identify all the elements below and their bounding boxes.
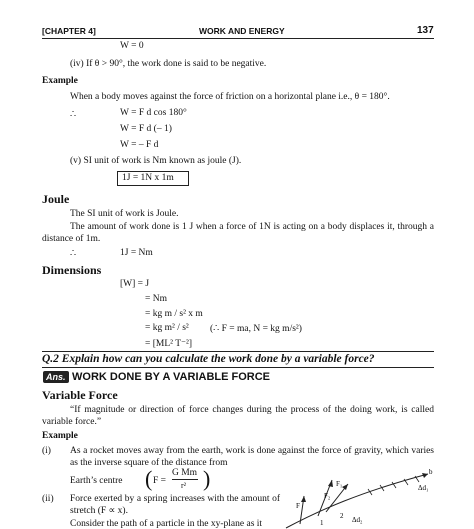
segment-2-label: 2 bbox=[340, 512, 344, 520]
point-iv: (iv) If θ > 90°, the work done is said to be negative. bbox=[70, 59, 267, 69]
dim-note: (∴ F = ma, N = kg m/s²) bbox=[210, 324, 302, 334]
force-f1-label: F₁ bbox=[336, 480, 343, 488]
force-vector-2-head bbox=[342, 484, 348, 490]
joule-description: The amount of work done is 1 J when a force of 1N is acting on a body displaces it, through a distance of 1m. bbox=[42, 222, 434, 244]
force-f2-label: F₂ bbox=[324, 492, 331, 500]
variable-force-definition: “If magnitude or direction of force changes during the process of the doing work, is called variable force.” bbox=[42, 405, 434, 427]
joule-equation: 1J = Nm bbox=[120, 248, 153, 258]
formula-numerator: G Mm bbox=[172, 468, 198, 478]
answer-badge: Ans. bbox=[43, 371, 69, 383]
question-rule-bottom bbox=[42, 367, 434, 368]
header-rule bbox=[42, 38, 434, 39]
dim-line-4: = kg m² / s² bbox=[145, 323, 189, 333]
consider-text: Consider the path of a particle in the xy-plane as it bbox=[70, 519, 263, 529]
dim-line-1: [W] = J bbox=[120, 279, 150, 289]
variable-force-heading: Variable Force bbox=[42, 388, 118, 402]
joule-definition: The SI unit of work is Joule. bbox=[70, 209, 179, 219]
dim-line-3: = kg m / s² x m bbox=[145, 309, 203, 319]
w-zero-line: W = 0 bbox=[120, 41, 144, 51]
example-heading-1: Example bbox=[42, 76, 78, 86]
joule-heading: Joule bbox=[42, 192, 70, 206]
formula-close-paren: ) bbox=[203, 466, 211, 491]
point-v: (v) SI unit of work is Nm known as joule (J). bbox=[70, 156, 242, 166]
force-f3-label: F bbox=[296, 502, 300, 510]
chapter-label: [CHAPTER 4] bbox=[42, 26, 96, 36]
earth-centre-label: Earth’s centre bbox=[70, 476, 123, 486]
delta-d2-label: Δd₂ bbox=[352, 516, 363, 524]
equation-1: W = F d cos 180° bbox=[120, 108, 187, 118]
item-i-number: (i) bbox=[42, 446, 51, 456]
item-ii-number: (ii) bbox=[42, 494, 54, 504]
dimensions-heading: Dimensions bbox=[42, 263, 102, 277]
segment-1-label: 1 bbox=[320, 519, 324, 527]
force-vector-1-head bbox=[328, 480, 333, 487]
dim-line-2: = Nm bbox=[145, 294, 167, 304]
formula-lhs: F = bbox=[153, 476, 167, 486]
equation-3: W = – F d bbox=[120, 140, 159, 150]
boxed-equation-text: 1J = 1N x 1m bbox=[122, 173, 174, 183]
example-1-text: When a body moves against the force of friction on a horizontal plane i.e., θ = 180°. bbox=[70, 92, 390, 102]
question-rule-top bbox=[42, 351, 434, 352]
question-2: Q.2 Explain how can you calculate the work done by a variable force? bbox=[42, 353, 375, 365]
point-b-label: b bbox=[429, 468, 433, 476]
formula-fraction-bar bbox=[172, 479, 198, 480]
item-ii-text: Force exerted by a spring increases with the amount of stretch (F ∝ x). bbox=[70, 494, 280, 516]
equation-2: W = F d (– 1) bbox=[120, 124, 172, 134]
answer-title: WORK DONE BY A VARIABLE FORCE bbox=[72, 371, 271, 383]
example-heading-2: Example bbox=[42, 431, 78, 441]
therefore-symbol: ∴ bbox=[70, 110, 77, 120]
delta-d1-label: Δd₁ bbox=[418, 484, 429, 492]
therefore-symbol-2: ∴ bbox=[70, 249, 77, 259]
dim-line-5: = [ML² T⁻²] bbox=[145, 339, 193, 349]
variable-force-path-diagram bbox=[280, 462, 434, 529]
item-i-text: As a rocket moves away from the earth, work is done against the force of gravity, which varies as the inverse square of the distance from bbox=[70, 446, 434, 468]
formula-open-paren: ( bbox=[145, 466, 153, 491]
header-title: WORK AND ENERGY bbox=[199, 26, 285, 36]
formula-denominator: r² bbox=[181, 481, 187, 490]
page-number: 137 bbox=[417, 25, 434, 36]
boxed-equation bbox=[117, 171, 189, 186]
